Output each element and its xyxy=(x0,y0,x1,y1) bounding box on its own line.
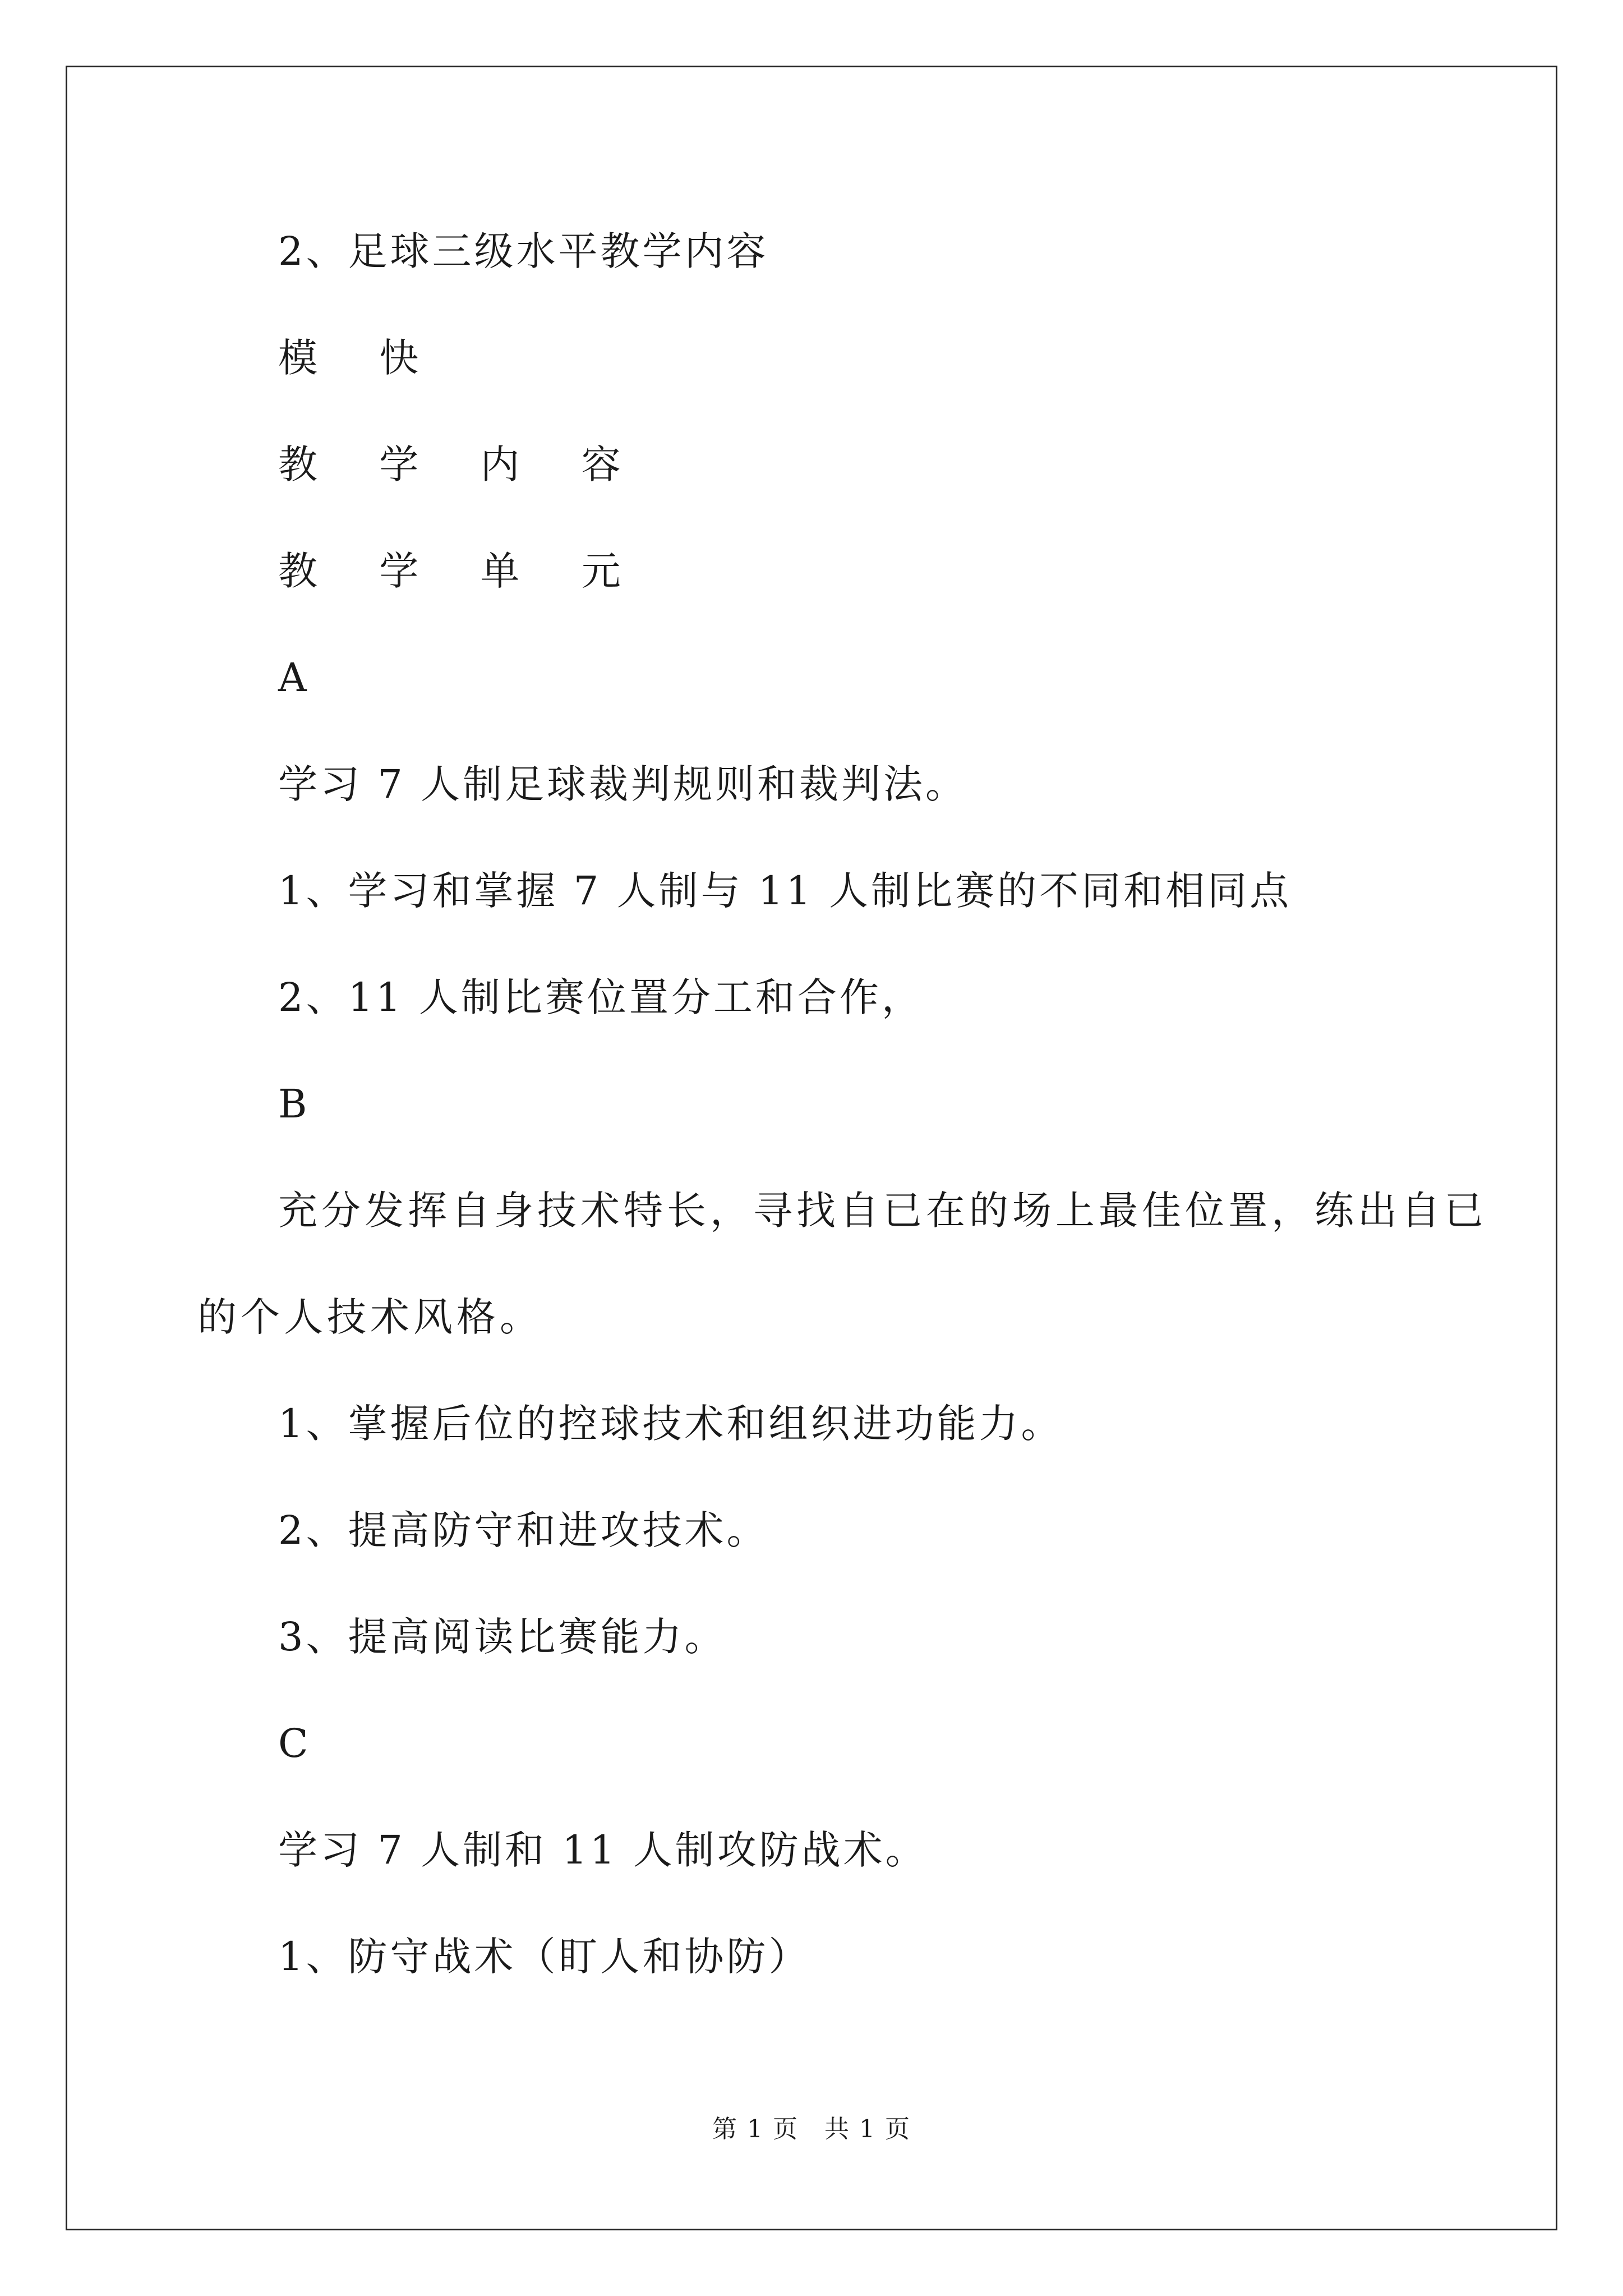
page-frame xyxy=(66,66,1557,2230)
table-header-unit: 教 学 单 元 xyxy=(278,548,645,594)
module-b-unit-1: 1、掌握后位的控球技术和组织进功能力。 xyxy=(278,1401,1063,1447)
module-c-content: 学习 7 人制和 11 人制攻防战术。 xyxy=(278,1827,928,1873)
section-heading: 2、足球三级水平教学内容 xyxy=(278,228,769,274)
module-b-content-line-1: 充分发挥自身技术特长，寻找自已在的场上最佳位置，练出自已 xyxy=(278,1188,1487,1234)
module-b-unit-3: 3、提高阅读比赛能力。 xyxy=(278,1614,727,1660)
module-label-b: B xyxy=(278,1081,310,1127)
table-header-content: 教 学 内 容 xyxy=(278,441,645,487)
module-b-content-line-2: 的个人技术风格。 xyxy=(197,1294,543,1340)
page-number-footer: 第 1 页 共 1 页 xyxy=(712,2115,911,2143)
module-label-a: A xyxy=(278,655,310,701)
module-label-c: C xyxy=(278,1720,311,1766)
module-b-unit-2: 2、提高防守和进攻技术。 xyxy=(278,1507,769,1553)
module-a-unit-1: 1、学习和掌握 7 人制与 11 人制比赛的不同和相同点 xyxy=(278,868,1292,914)
module-c-unit-1: 1、防守战术（盯人和协防） xyxy=(278,1934,811,1980)
module-a-unit-2: 2、11 人制比赛位置分工和合作， xyxy=(278,974,924,1020)
module-a-content: 学习 7 人制足球裁判规则和裁判法。 xyxy=(278,761,968,807)
table-header-module: 模 快 xyxy=(278,335,444,381)
